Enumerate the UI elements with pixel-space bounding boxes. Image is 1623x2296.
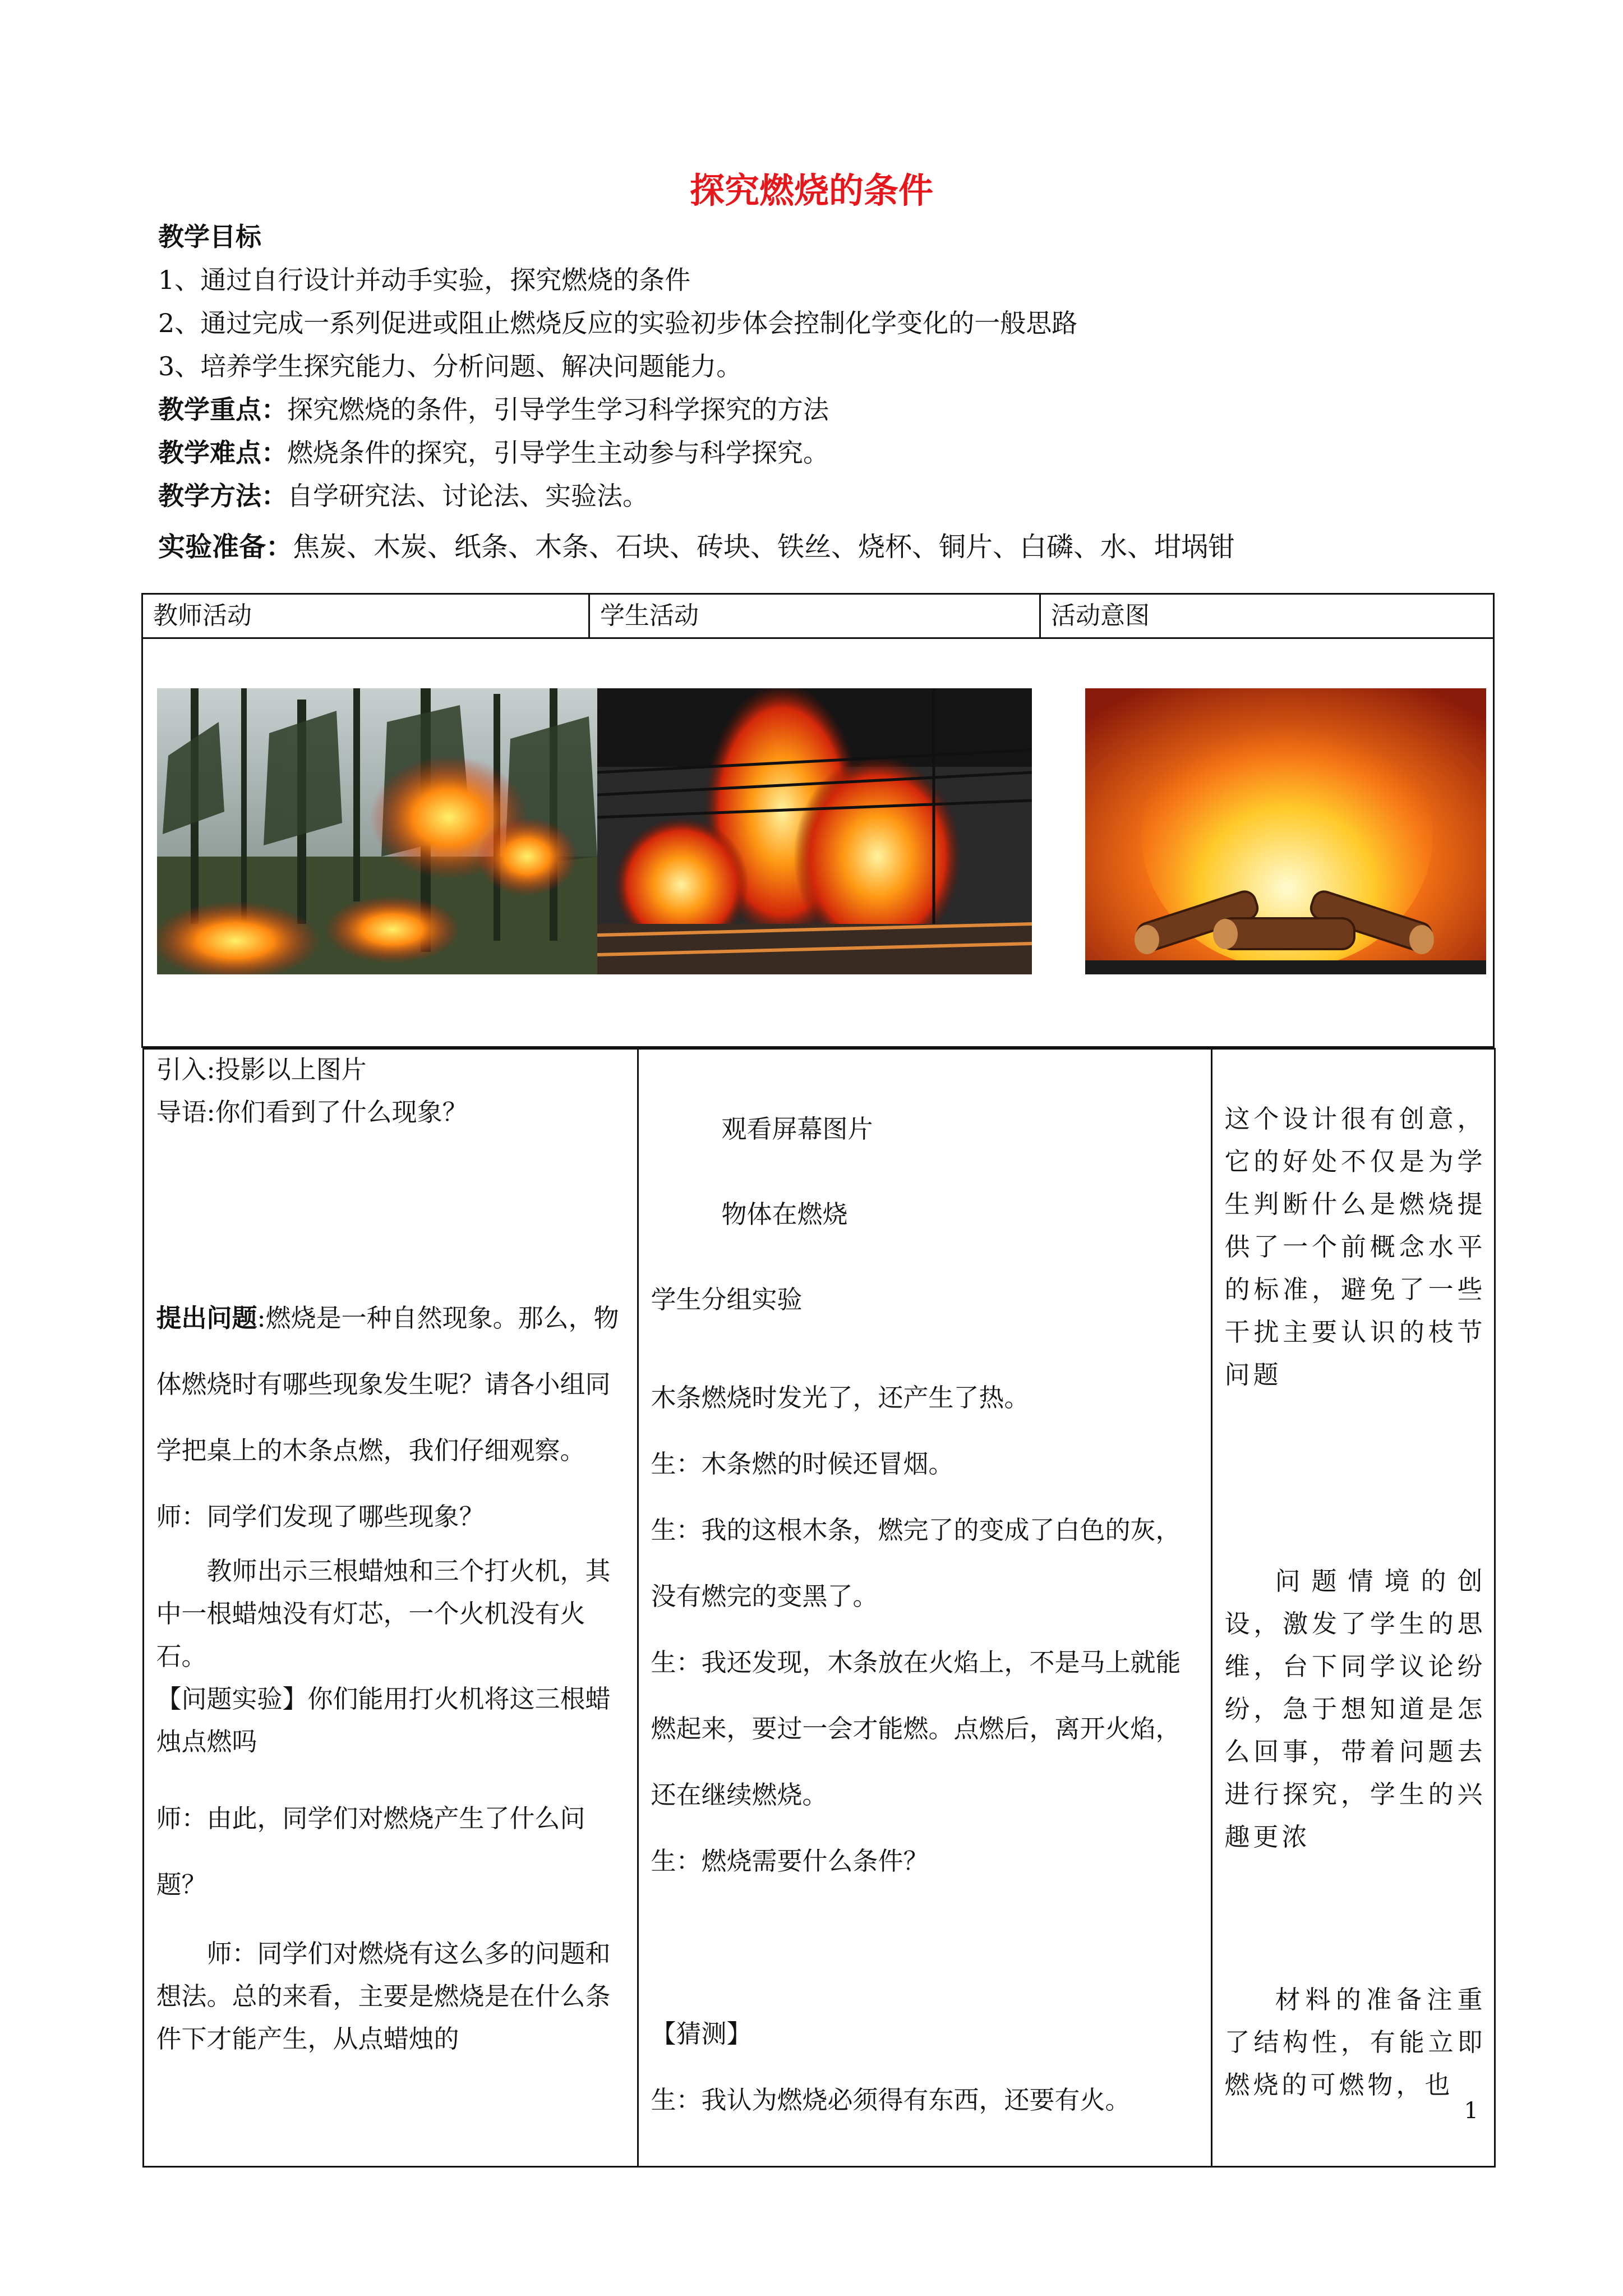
student-activity-cell: [638, 1049, 1211, 2167]
experiment-prep: [158, 526, 1504, 569]
student-line: 观看屏幕图片: [721, 1114, 873, 1144]
building-fire-photo: [597, 688, 1032, 974]
student-line: 生：我还发现，木条放在火焰上，不是马上就能燃起来，要过一会才能燃。点燃后，离开火焰，还在继续燃烧。: [651, 1648, 1181, 1810]
objectives-section: [158, 215, 1504, 569]
intent-text-3: 材料的准备注重了结构性，有能立即燃烧的可燃物，也: [1224, 1985, 1486, 2100]
student-line: 【猜测】: [651, 2019, 752, 2049]
key-point-text: 探究燃烧的条件，引导学生学习科学探究的方法: [287, 394, 829, 425]
prep-text: 焦炭、木炭、纸条、木条、石块、砖块、铁丝、烧杯、铜片、白磷、水、坩埚钳: [293, 531, 1235, 563]
intro-text: 引入:投影以上图片: [156, 1055, 367, 1084]
header-intent: 活动意图: [1040, 594, 1494, 638]
demo-text: 教师出示三根蜡烛和三个打火机，其中一根蜡烛没有灯芯，一个火机没有火石。: [156, 1556, 611, 1671]
question-paragraph: [156, 1285, 629, 1484]
key-point: [158, 388, 1504, 431]
problem-experiment: 【问题实验】你们能用打火机将这三根蜡烛点燃吗: [156, 1684, 611, 1756]
objective-item: 1、通过自行设计并动手实验，探究燃烧的条件: [158, 265, 691, 295]
prep-label: 实验准备：: [158, 531, 293, 563]
lead-text: 导语:你们看到了什么现象？: [156, 1097, 468, 1127]
table-header-row: [142, 594, 1494, 638]
student-line: 学生分组实验: [651, 1285, 803, 1314]
teacher-summary: 师：同学们对燃烧有这么多的问题和想法。总的来看，主要是燃烧是在什么条件下才能产生，从点蜡烛的: [156, 1939, 611, 2054]
objective-item: 3、培养学生探究能力、分析问题、解决问题能力。: [158, 351, 743, 381]
student-line: 生：木条燃的时候还冒烟。: [651, 1449, 954, 1479]
question-text: :燃烧是一种自然现象。那么，物体燃烧时有哪些现象发生呢？请各小组同学把桌上的木条点燃，我们仔细观察。: [156, 1303, 619, 1465]
page-number: 1: [1464, 2098, 1478, 2124]
image-row: [142, 638, 1494, 1047]
difficulty-text: 燃烧条件的探究，引导学生主动参与科学探究。: [287, 438, 829, 468]
question-label: 提出问题: [156, 1303, 257, 1333]
objectives-heading: 教学目标: [158, 222, 261, 252]
burning-logs-illustration: [1085, 688, 1486, 974]
student-line: 物体在燃烧: [721, 1199, 848, 1229]
lesson-table: [141, 593, 1495, 2168]
student-line: 生：燃烧需要什么条件？: [651, 1846, 929, 1876]
difficulty-point: [158, 431, 1504, 475]
forest-fire-photo: [157, 688, 597, 974]
method-text: 自学研究法、讨论法、实验法。: [287, 481, 648, 511]
header-teacher: 教师活动: [142, 594, 589, 638]
difficulty-label: 教学难点：: [158, 438, 287, 468]
key-point-label: 教学重点：: [158, 394, 287, 425]
intent-cell: [1211, 1049, 1495, 2167]
student-line: 生：我认为燃烧必须得有东西，还要有火。: [651, 2085, 1131, 2115]
header-student: 学生活动: [589, 594, 1040, 638]
intent-text-1: 这个设计很有创意，它的好处不仅是为学生判断什么是燃烧提供了一个前概念水平的标准，避免了一些干扰主要认识的枝节问题: [1224, 1104, 1486, 1389]
teacher-question-1: 师：同学们发现了哪些现象？: [156, 1502, 485, 1531]
image-cell: [142, 638, 1494, 1047]
content-row: [142, 1047, 1494, 2168]
content-subtable: [142, 1048, 1496, 2168]
teaching-method: [158, 475, 1504, 518]
teacher-question-2: 师：由此，同学们对燃烧产生了什么问题？: [156, 1803, 585, 1899]
objective-item: 2、通过完成一系列促进或阻止燃烧反应的实验初步体会控制化学变化的一般思路: [158, 308, 1078, 338]
student-line: 木条燃烧时发光了，还产生了热。: [651, 1383, 1030, 1412]
page-title: 探究燃烧的条件: [689, 170, 933, 211]
method-label: 教学方法：: [158, 481, 287, 511]
intent-text-2: 问题情境的创设，激发了学生的思维，台下同学议论纷纷，急于想知道是怎么回事，带着问题去进行探究，学生的兴趣更浓: [1224, 1566, 1486, 1852]
student-line: 生：我的这根木条，燃完了的变成了白色的灰，没有燃完的变黑了。: [651, 1515, 1181, 1611]
teacher-activity-cell: [143, 1049, 638, 2167]
